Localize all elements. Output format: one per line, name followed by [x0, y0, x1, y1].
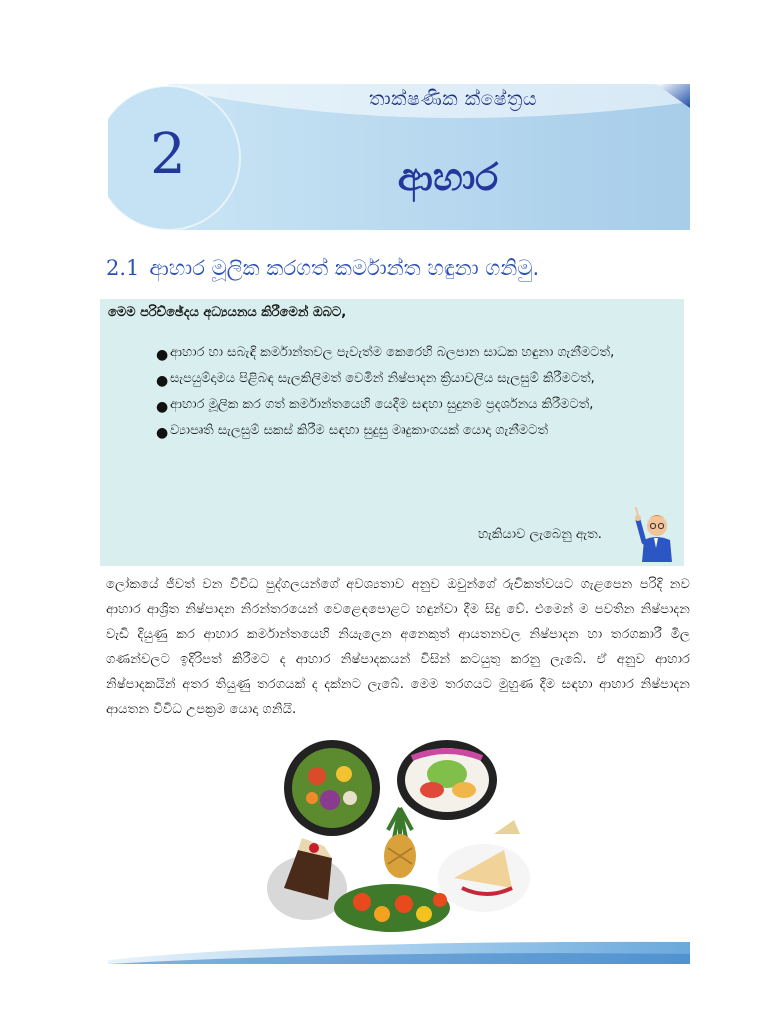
objectives-intro: මෙම පරිච්ඡේදය අධ්‍යයනය කිරීමෙන් ඔබට, — [108, 305, 347, 320]
chapter-number: 2 — [150, 122, 186, 187]
objectives-list — [156, 341, 676, 445]
section-number: 2.1 — [106, 256, 140, 280]
objective-text: ව්‍යාපෘති සැලසුම් සකස් කිරීම සඳහා සුදුසු මෘදුකාංගයක් යොදා ගැනීමටත් — [170, 423, 549, 438]
bullet-icon: ● — [156, 399, 169, 415]
chapter-banner — [108, 80, 690, 232]
objectives-box — [100, 299, 684, 566]
bullet-icon: ● — [156, 347, 169, 363]
objective-item — [156, 419, 676, 443]
objective-item — [156, 341, 676, 365]
objective-item — [156, 367, 676, 391]
objectives-closing: හැකියාව ලැබෙනු ඇත. — [478, 527, 602, 542]
objective-text: සැපයුම්දාමය පිළිබඳ සැලකිලිමත් වෙමින් නිෂ්පාදන ක්‍රියාවලිය සැලසුම් කිරීමටත්, — [170, 371, 595, 386]
section-title: ආහාර මූලික කරගත් කර්මාන්ත හඳුනා ගනිමු. — [149, 256, 540, 280]
objective-text: ආහාර මූලික කර ගත් කර්මාන්තයෙහි යෙදීම සඳහා සුදුනම ප්‍රදර්ශනය කිරීමටත්, — [170, 397, 594, 412]
section-heading — [106, 256, 696, 281]
objective-item — [156, 393, 676, 417]
field-title: තාක්ෂණික ක්ෂේත්‍රය — [368, 88, 538, 110]
body-paragraph: ලෝකයේ ජීවත් වන විවිධ පුද්ගලයන්ගේ අවශ්‍යතාව අනුව ඔවුන්ගේ රුචිකත්වයට ගැළපෙන පරිදි නව ආහාර ආශ්‍රිත නිෂ්පාදන නිරන්තරයෙන් වෙළෙඳපොළට හඳුන්වා දීම සිදු වේ. එමෙන් ම පවතින නිෂ්පාදන වැඩි දියුණු කර ආහාර කර්මාන්තයෙහි නියැලෙන අනෙකුත් ආයතනවල නිෂ්පාදන හා තරගකාරී මිල ගණන්වලට ඉදිරිපත් කිරීමට ද ආහාර නිෂ්පාදකයන් විසින් කටයුතු කරනු ලැබේ. ඒ අනුව ආහාර නිෂ්පාදකයින් අතර තියුණු තරගයක් ද දක්නට ලැබේ. මෙම තරගයට මුහුණ දීම සඳහා ආහාර නිෂ්පාදන ආයතන විවිධ උපක්‍රම යොදා ගනියි. — [106, 577, 690, 717]
presenter-illustration-icon — [632, 504, 680, 562]
chapter-title: ආහාර — [397, 155, 499, 199]
bullet-icon: ● — [156, 373, 169, 389]
bullet-icon: ● — [156, 425, 169, 441]
food-collage-image — [262, 738, 532, 938]
objective-text: ආහාර හා සබැඳි කර්මාන්තවල පැවැත්ම කෙරෙහි බලපාන සාධක හඳුනා ගැනීමටත්, — [170, 345, 615, 360]
bottom-wave-decoration — [108, 936, 690, 966]
